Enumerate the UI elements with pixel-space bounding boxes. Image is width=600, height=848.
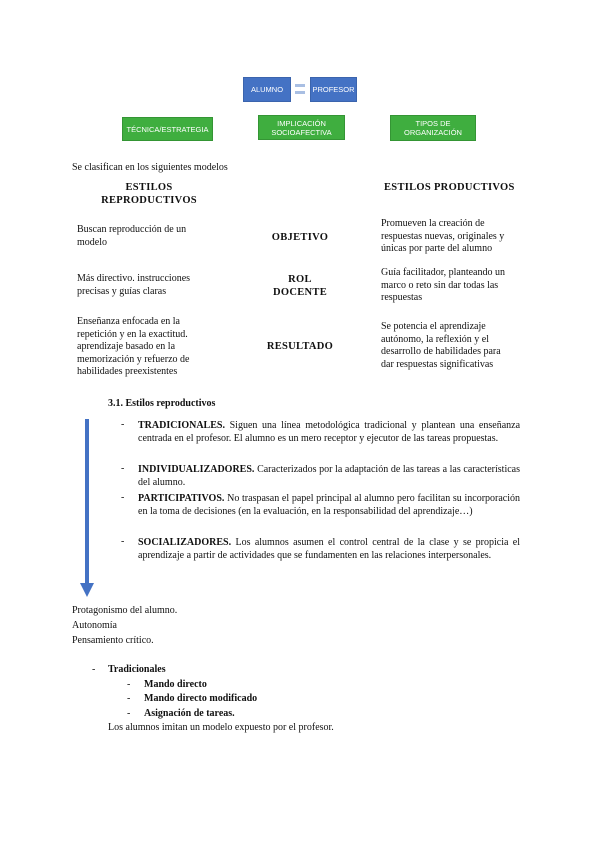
implicacion-box: [258, 115, 345, 140]
item-label: TRADICIONALES.: [138, 420, 225, 431]
arrow-line-1: Protagonismo del alumno.: [72, 605, 178, 616]
cell-line: Guía facilitador, planteando un: [381, 267, 505, 278]
list-dash: -: [121, 492, 125, 503]
tradicionales-note: Los alumnos imitan un modelo expuesto por el profesor.: [108, 722, 334, 733]
implicacion-label-1: IMPLICACIÓN: [277, 118, 326, 128]
item-text: No traspasan el papel principal al alumno pero facilitan su incorporación en la toma de decisiones (en la evaluación, en la responsabilidad del aprendizaje…): [138, 493, 521, 517]
cell-line: respuestas: [381, 292, 423, 303]
list-item-individualizadores: [138, 463, 520, 489]
alumno-box: [243, 77, 291, 102]
table-row-1-left: [77, 224, 186, 249]
equals-bar-top: [295, 84, 305, 87]
arrow-line-2: Autonomía: [72, 620, 117, 631]
list-dash: -: [127, 708, 131, 719]
cell-line: únicas por parte del alumno: [381, 243, 493, 254]
implicacion-label-2: SOCIOAFECTIVA: [271, 127, 332, 137]
list-item-socializadores: [138, 536, 520, 562]
table-row-2-right: [381, 267, 505, 305]
list-item-participativos: [138, 492, 520, 518]
table-row-3-mid: [255, 340, 345, 353]
cell-line: marco o reto sin dar todas las: [381, 279, 499, 291]
list-dash: -: [92, 664, 96, 675]
cell-line: repetición y en la exactitud.: [77, 328, 188, 340]
cell-line: memorización y refuerzo de: [77, 353, 190, 365]
cell-line: desarrollo de habilidades para: [381, 346, 501, 357]
intro-text: Se clasifican en los siguientes modelos: [72, 162, 228, 173]
left-header-line-2: REPRODUCTIVOS: [101, 195, 197, 206]
row-label: RESULTADO: [266, 341, 334, 352]
cell-line: respuestas nuevas, originales y: [381, 230, 505, 242]
tipos-box: [390, 115, 476, 141]
table-row-1-right: [381, 218, 504, 256]
list-dash: -: [121, 419, 125, 430]
tradicionales-item-2: Mando directo modificado: [144, 693, 258, 704]
row-label: OBJETIVO: [271, 232, 329, 243]
tipos-label-1: TIPOS DE: [415, 119, 451, 128]
item-label: PARTICIPATIVOS.: [138, 493, 225, 504]
list-dash: -: [127, 679, 131, 690]
profesor-label: PROFESOR: [312, 85, 355, 94]
item-text: Los alumnos asumen el control central de la clase y se propicia el aprendizaje a partir de actividades que se fundamenten en las relaciones interpersonales.: [138, 537, 520, 561]
item-label: INDIVIDUALIZADORES.: [138, 464, 255, 475]
tradicionales-item-1: Mando directo: [144, 679, 207, 690]
table-row-3-left: [77, 316, 189, 379]
list-dash: -: [121, 536, 125, 547]
cell-line: autónomo, la reflexión y el: [381, 333, 490, 345]
table-row-3-right: [381, 321, 501, 371]
list-dash: -: [121, 463, 125, 474]
cell-line: precisas y guías claras: [77, 285, 167, 297]
list-item-tradicionales: [138, 419, 520, 445]
cell-line: dar respuestas significativas: [381, 358, 494, 370]
table-row-1-mid: [255, 231, 345, 244]
tecnica-box: [122, 117, 213, 141]
alumno-label: ALUMNO: [250, 85, 284, 94]
tecnica-label: TÉCNICA/ESTRATEGIA: [126, 124, 209, 134]
left-column-header: [84, 181, 214, 207]
table-row-2-mid: [255, 273, 345, 299]
item-text: Siguen una línea metodológica tradicional y plantean una enseñanza centrada en el profesor. El alumno es un mero receptor y ejecutor de las tareas propuestas.: [138, 420, 521, 444]
tipos-label-2: ORGANIZACIÓN: [404, 128, 462, 137]
section-title: 3.1. Estilos reproductivos: [108, 398, 216, 409]
cell-line: Promueven la creación de: [381, 218, 485, 229]
cell-line: Se potencia el aprendizaje: [381, 321, 486, 332]
table-row-2-left: [77, 273, 190, 298]
item-text: Caracterizados por la adaptación de las tareas a las características del alumno.: [138, 464, 521, 488]
list-dash: -: [127, 693, 131, 704]
cell-line: Más directivo. instrucciones: [77, 273, 191, 284]
cell-line: modelo: [77, 236, 107, 248]
cell-line: habilidades preexistentes: [77, 366, 178, 377]
left-header-line-1: ESTILOS: [125, 182, 173, 193]
cell-line: Buscan reproducción de un: [77, 224, 187, 235]
cell-line: Enseñanza enfocada en la: [77, 316, 180, 327]
tradicionales-title: Tradicionales: [108, 664, 166, 675]
tradicionales-item-3: Asignación de tareas.: [144, 708, 235, 719]
cell-line: aprendizaje basado en la: [77, 341, 176, 352]
row-label: DOCENTE: [272, 287, 328, 298]
equals-bar-bottom: [295, 91, 305, 94]
item-label: SOCIALIZADORES.: [138, 537, 232, 548]
arrow-line-3: Pensamiento crítico.: [72, 635, 154, 646]
down-arrow-icon: [80, 419, 94, 597]
row-label: ROL: [288, 274, 312, 285]
right-column-header: ESTILOS PRODUCTIVOS: [384, 182, 515, 193]
profesor-box: [310, 77, 357, 102]
